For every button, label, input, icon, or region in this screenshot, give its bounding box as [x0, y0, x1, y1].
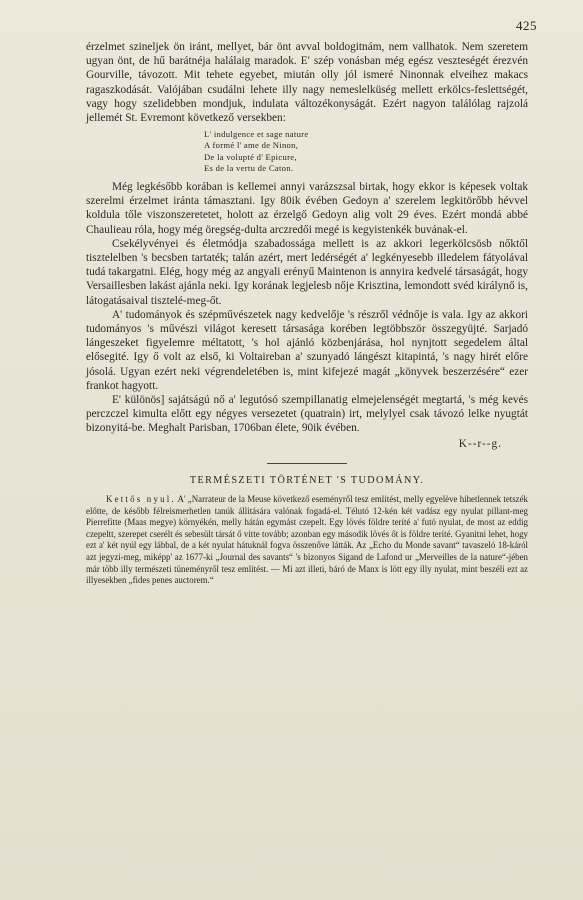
verse-line: A formé l' ame de Ninon, — [204, 140, 299, 151]
verse-line: L' indulgence et sage nature — [204, 129, 309, 140]
section-paragraph — [86, 494, 528, 587]
author-signature: K--r--g. — [458, 437, 502, 450]
section-lead: Kettős nyul. — [106, 494, 176, 505]
paragraph: Még legkésőbb korában is kellemei annyi varázszsal birtak, hogy ekkor is képesek voltak szerelmi érzelmet iránta támasztani. Igy 80ik évében Gedoyn a' szerelem legkitörőbb hévvel koldula tőle viszonszeretetet, holott az érzelgő Gedoyn alig volt 29 éves. Ezért mondá abbé Chaulieau róla, hogy még öregség-dulta arczredői megé is kegyistenkék buvának-el. — [86, 181, 528, 236]
section-text: A' „Narrateur de la Meuse következő eseményről tesz emlitést, melly egyelève hihetlennek tetszék előtte, de később félreismerhetlen tanúk állitására valónak fogadá-el. Télutó 12-kén két vadász egy nyulat pillant-meg Pierrefitte (Maas megye) környékén, melly hátán egymást czepelt. Egy lövés földre teríté a' futó nyulat, de most az eddig czepeltt, szerepet cserélt és sebesült társát ő vitte tovább; azonban egy második lövés őt is földre teríté. Gyanitni lehet, hogy ezt a' két nyúl egy lábbal, de a két nyulat hátuknál fogva összenőve látták. Az „Echo du Monde savant“ tavaszeló 18-káról azt jegyzi-meg, miképp' az 1677-ki „Journal des savants“ 's bizonyos Sigand de Lafond ur „Merveilles de la nature“-jében már több illy természeti tüneményről tesz emlitést. — Mi azt illeti, báró de Manx is lött egy illy nyulat, mint beszéli ezt az illyesekben „fides penes auctorem.“ — [86, 494, 528, 586]
verse-quote — [204, 129, 528, 174]
section-title: TERMÉSZETI TÖRTÉNET 'S TUDOMÁNY. — [189, 474, 425, 486]
text-column — [86, 40, 528, 587]
paragraph: E' különös] sajátságú nő a' legutósó szempillanatig elmejelenségét megtartá, 's még kevés perczczel kimulta előtt egy négyes versezetet (quatrain) irt, melylyel csak távozó lelke nyugtát bizonyitá-be. Meghalt Parisban, 1706ban élete, 90ik évében. — [86, 394, 528, 435]
verse-line: Es de la vertu de Caton. — [204, 162, 294, 173]
paragraph: Csekélyvényei és életmódja szabadossága mellett is az akkori legerkölcsösb nőktől tisztelelben 's becsben tartaték; talán azért, mert ledérségét a' legkényesebb illedelem fátyolával tudá takargatni. Elég, hogy még az angyali erényű Maintenon is annyira kedvelé társaságát, hogy Versaillesben lakást ajánla neki. Igy korának legjelesb nője Krisztina, lemondott svéd királynő is, látogatásaival tisztelé-meg-őt. — [86, 237, 528, 307]
paragraph: érzelmet szineljek ön iránt, mellyet, bár önt avval boldogitnám, nem vallhatok. Nem szeretem ugyan önt, de hű barátnéja halálaig maradok. E' szép vonásban még egész veszteségét érezvén Gourville, távozott. Mit tehete egyebet, miután olly jól ismeré Ninonnak elveihez makacs ragaszkodását. Valójában csudálni lehete illy nagy nemeslelküség mellett erkölcs-feslettségét, vagy hogy szelidebben mondjuk, indulata változékonyságát. Ezért nagyon találólag rajzolá jellemét St. Evremont következő versekben: — [86, 41, 528, 125]
verse-line: De la volupté d' Epicure, — [204, 151, 297, 162]
section-divider — [267, 463, 347, 464]
page-number: 425 — [516, 18, 537, 33]
paragraph: A' tudományok és szépművészetek nagy kedvelője 's részről védnője is vala. Igy az akkori tudományos 's művészi világot keresett társasága korében legtöbbször összegyüjté. Sarjadó lángeszeket figyelemre méltatott, 's hol ajánló közbenjárása, hol nynjtott segedelem által elősegité. Igy ő volt az első, ki Voltaireban a' szunyadó lángészt kitapintá, 's nagy hirét előre jósolá. Ugyan ezért neki végrendeletében is, mint kifejezé magát „könyvek beszerzésére“ ezer frankot hagyott. — [86, 308, 528, 392]
